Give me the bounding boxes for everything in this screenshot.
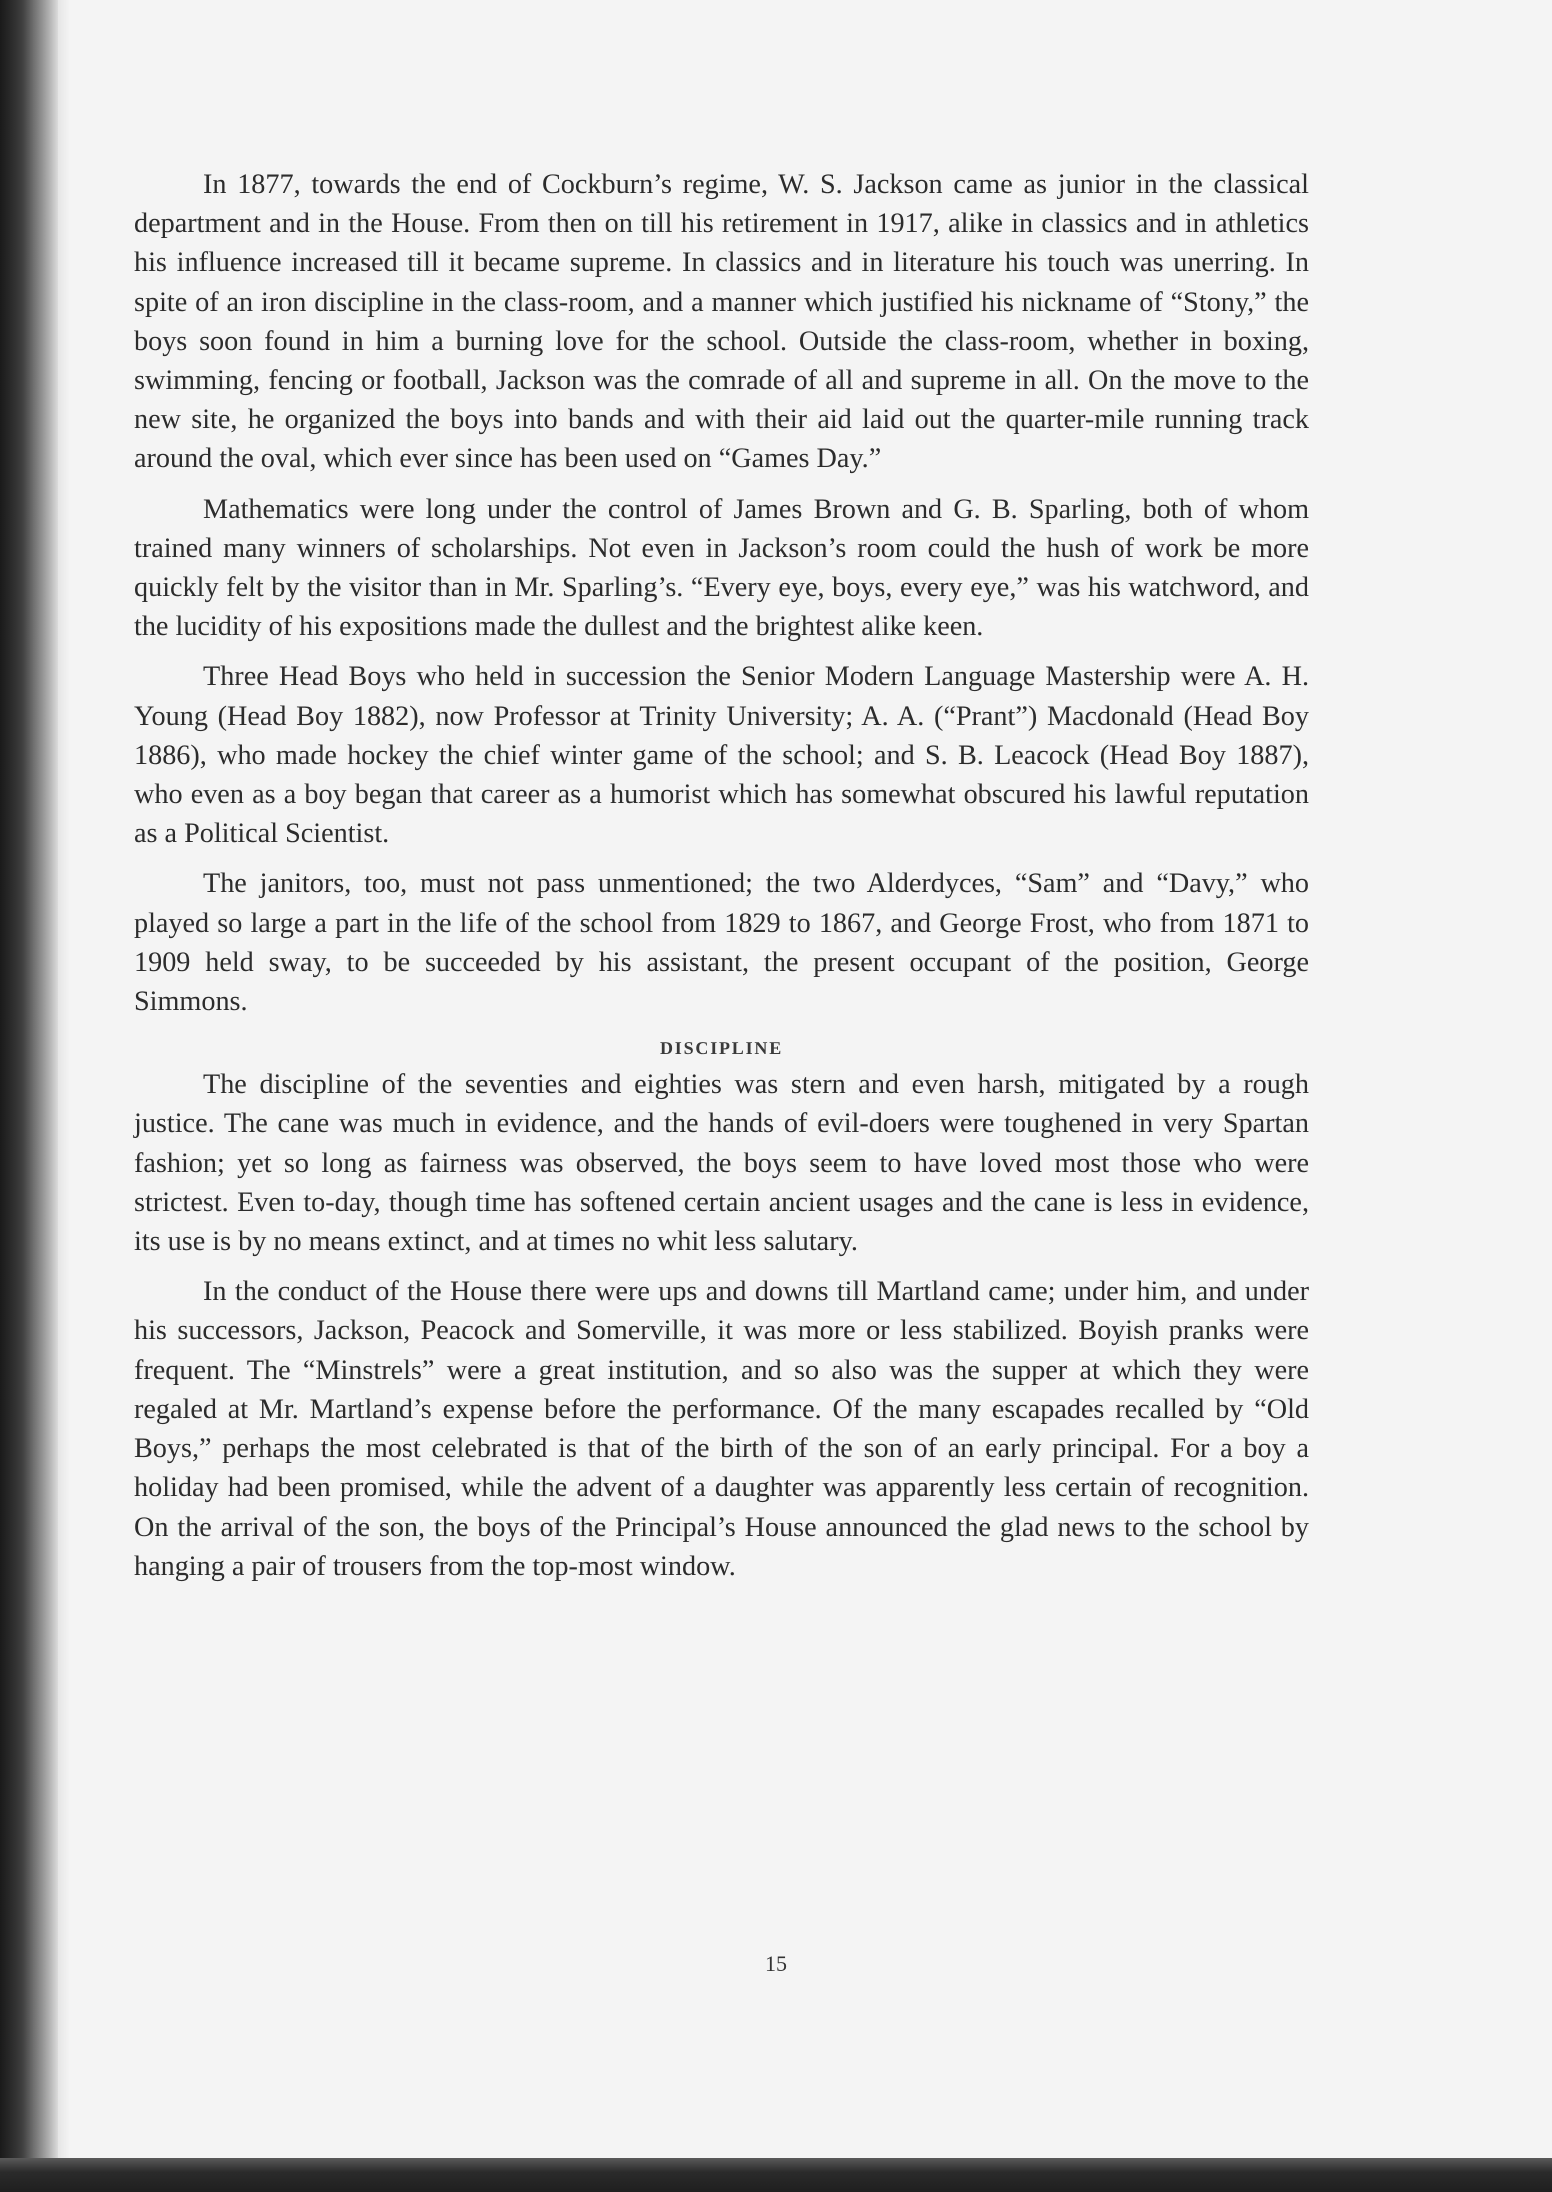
scan-bottom-edge (0, 2158, 1552, 2192)
paragraph-discipline: The discipline of the seventies and eighties was stern and even harsh, mitigated by a rough justice. The cane was much in evidence, and the hands of evil-doers were toughened in very Spartan fashion; yet so long as fairness was observed, the boys seem to have loved most those who were strictest. Even to-day, though time has softened certain ancient usages and the cane is less in evidence, its use is by no means extinct, and at times no whit less salutary. (134, 1069, 1309, 1258)
paragraph-mathematics: Mathematics were long under the control of James Brown and G. B. Sparling, both of whom trained many winners of scholarships. Not even in Jackson’s room could the hush of work be more quickly felt by the visitor than in Mr. Sparling’s. “Every eye, boys, every eye,” was his watchword, and the lucidity of his expositions made the dullest and the brightest alike keen. (134, 493, 1309, 643)
section-heading-discipline: DISCIPLINE (659, 1038, 784, 1059)
body-text (134, 165, 1309, 1597)
page-number: 15 (765, 1951, 787, 1976)
paragraph-head-boys: Three Head Boys who held in succession the Senior Modern Language Mastership were A. H. Young (Head Boy 1882), now Professor at Trinity University; A. A. (“Prant”) Macdonald (Head Boy 1886), who made hockey the chief winter game of the school; and S. B. Leacock (Head Boy 1887), who even as a boy began that career as a humorist which has somewhat obscured his lawful reputation as a Political Scientist. (134, 661, 1309, 850)
paragraph-jackson: In 1877, towards the end of Cockburn’s regime, W. S. Jackson came as junior in the classical department and in the House. From then on till his retirement in 1917, alike in classics and in athletics his influence increased till it became supreme. In classics and in literature his touch was unerring. In spite of an iron discipline in the class-room, and a manner which justified his nickname of “Stony,” the boys soon found in him a burning love for the school. Outside the class-room, whether in boxing, swimming, fencing or football, Jackson was the comrade of all and supreme in all. On the move to the new site, he organized the boys into bands and with their aid laid out the quarter-mile running track around the oval, which ever since has been used on “Games Day.” (134, 169, 1309, 475)
paragraph-janitors: The janitors, too, must not pass unmentioned; the two Alderdyces, “Sam” and “Davy,” who played so large a part in the life of the school from 1829 to 1867, and George Frost, who from 1871 to 1909 held sway, to be succeeded by his assistant, the present occupant of the position, George Simmons. (134, 868, 1309, 1018)
binding-shadow (0, 0, 70, 2192)
paragraph-house-conduct: In the conduct of the House there were ups and downs till Martland came; under him, and under his successors, Jackson, Peacock and Somerville, it was more or less stabilized. Boyish pranks were frequent. The “Minstrels” were a great institution, and so also was the supper at which they were regaled at Mr. Martland’s expense before the performance. Of the many escapades recalled by “Old Boys,” perhaps the most celebrated is that of the birth of the son of an early principal. For a boy a holiday had been promised, while the advent of a daughter was apparently less certain of recognition. On the arrival of the son, the boys of the Principal’s House announced the glad news to the school by hanging a pair of trousers from the top-most window. (134, 1276, 1309, 1582)
